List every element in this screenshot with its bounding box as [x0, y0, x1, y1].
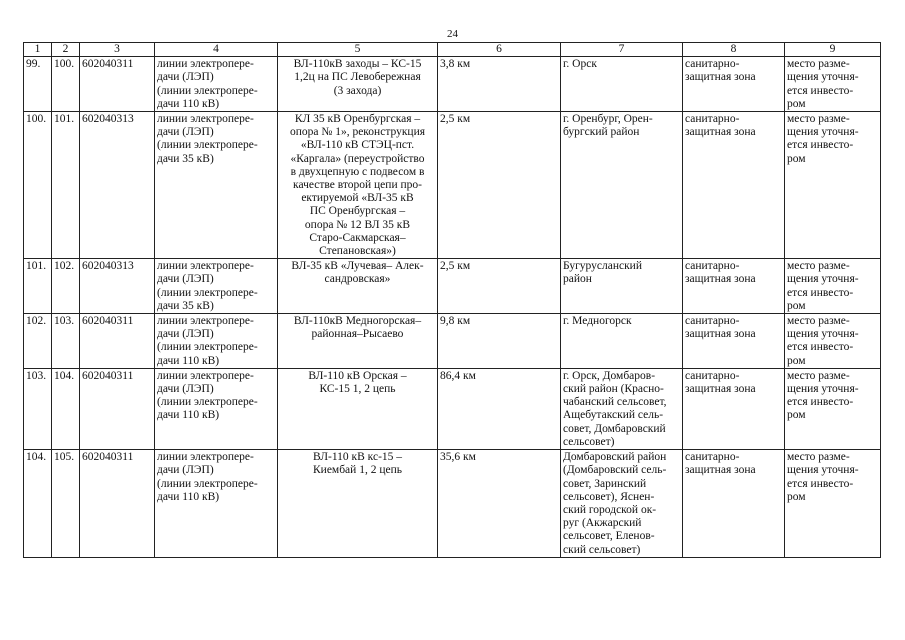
object-name-cell: ВЛ-110 кВ кс-15 – Киембай 1, 2 цепь	[278, 450, 438, 558]
column-header: 2	[52, 43, 80, 57]
object-code-cell: 602040311	[80, 314, 155, 369]
zone-type-cell: санитарно- защитная зона	[683, 314, 785, 369]
zone-type-cell: санитарно- защитная зона	[683, 450, 785, 558]
zone-type-cell: санитарно- защитная зона	[683, 368, 785, 449]
row-number-cell: 103.	[24, 368, 52, 449]
placement-note-cell: место разме- щения уточня- ется инвесто- ром	[785, 259, 881, 314]
object-type-cell: линии электропере- дачи (ЛЭП) (линии электропере- дачи 110 кВ)	[155, 368, 278, 449]
row-number-cell: 101.	[24, 259, 52, 314]
placement-note-cell: место разме- щения уточня- ется инвесто- ром	[785, 314, 881, 369]
location-cell: г. Оренбург, Орен- бургский район	[561, 112, 683, 259]
location-cell: Домбаровский район (Домбаровский сель- совет, Заринский сельсовет), Яснен- ский городской ок- руг (Акжарский сельсовет, Еленов- ский сельсовет)	[561, 450, 683, 558]
placement-note-cell: место разме- щения уточня- ется инвесто- ром	[785, 450, 881, 558]
location-cell: г. Орск, Домбаров- ский район (Красно- чабанский сельсовет, Ащебутакский сель- совет, Домбаровский сельсовет)	[561, 368, 683, 449]
column-header: 6	[438, 43, 561, 57]
header-row	[24, 43, 881, 57]
entry-number-cell: 102.	[52, 259, 80, 314]
column-header: 7	[561, 43, 683, 57]
row-number-cell: 100.	[24, 112, 52, 259]
table-row	[24, 259, 881, 314]
object-type-cell: линии электропере- дачи (ЛЭП) (линии электропере- дачи 110 кВ)	[155, 450, 278, 558]
object-code-cell: 602040313	[80, 112, 155, 259]
object-name-cell: ВЛ-110 кВ Орская – КС-15 1, 2 цепь	[278, 368, 438, 449]
table-row	[24, 450, 881, 558]
page-number: 24	[447, 28, 458, 40]
table-row	[24, 314, 881, 369]
location-cell: г. Орск	[561, 57, 683, 112]
location-cell: г. Медногорск	[561, 314, 683, 369]
placement-note-cell: место разме- щения уточня- ется инвесто- ром	[785, 57, 881, 112]
object-name-cell: КЛ 35 кВ Оренбургская – опора № 1», реконструкция «ВЛ-110 кВ СТЭЦ-пст. «Каргала» (переустройство в двухцепную с подвесом в качестве второй цепи про- ектируемой «ВЛ-35 кВ ПС Оренбургская – опора № 12 ВЛ 35 кВ Старо-Сакмарская– Степановская»)	[278, 112, 438, 259]
object-type-cell: линии электропере- дачи (ЛЭП) (линии электропере- дачи 35 кВ)	[155, 259, 278, 314]
column-header: 1	[24, 43, 52, 57]
table-row	[24, 112, 881, 259]
entry-number-cell: 105.	[52, 450, 80, 558]
object-name-cell: ВЛ-110кВ заходы – КС-15 1,2ц на ПС Левобережная (3 захода)	[278, 57, 438, 112]
column-header: 4	[155, 43, 278, 57]
length-value-cell: 9,8 км	[438, 314, 561, 369]
zone-type-cell: санитарно- защитная зона	[683, 259, 785, 314]
placement-note-cell: место разме- щения уточня- ется инвесто- ром	[785, 112, 881, 259]
table-row	[24, 57, 881, 112]
column-header: 8	[683, 43, 785, 57]
zone-type-cell: санитарно- защитная зона	[683, 112, 785, 259]
object-type-cell: линии электропере- дачи (ЛЭП) (линии электропере- дачи 110 кВ)	[155, 314, 278, 369]
object-name-cell: ВЛ-110кВ Медногорская– районная–Рысаево	[278, 314, 438, 369]
entry-number-cell: 103.	[52, 314, 80, 369]
table-row	[24, 368, 881, 449]
length-value-cell: 2,5 км	[438, 259, 561, 314]
object-code-cell: 602040313	[80, 259, 155, 314]
location-cell: Бугурусланский район	[561, 259, 683, 314]
zone-type-cell: санитарно- защитная зона	[683, 57, 785, 112]
column-header: 5	[278, 43, 438, 57]
entry-number-cell: 101.	[52, 112, 80, 259]
row-number-cell: 102.	[24, 314, 52, 369]
placement-note-cell: место разме- щения уточня- ется инвесто- ром	[785, 368, 881, 449]
object-code-cell: 602040311	[80, 57, 155, 112]
object-code-cell: 602040311	[80, 450, 155, 558]
object-type-cell: линии электропере- дачи (ЛЭП) (линии электропере- дачи 35 кВ)	[155, 112, 278, 259]
entry-number-cell: 104.	[52, 368, 80, 449]
row-number-cell: 99.	[24, 57, 52, 112]
row-number-cell: 104.	[24, 450, 52, 558]
length-value-cell: 86,4 км	[438, 368, 561, 449]
column-header: 9	[785, 43, 881, 57]
entry-number-cell: 100.	[52, 57, 80, 112]
length-value-cell: 35,6 км	[438, 450, 561, 558]
object-name-cell: ВЛ-35 кВ «Лучевая– Алек- сандровская»	[278, 259, 438, 314]
length-value-cell: 3,8 км	[438, 57, 561, 112]
object-type-cell: линии электропере- дачи (ЛЭП) (линии электропере- дачи 110 кВ)	[155, 57, 278, 112]
length-value-cell: 2,5 км	[438, 112, 561, 259]
column-header: 3	[80, 43, 155, 57]
document-table	[23, 42, 881, 558]
object-code-cell: 602040311	[80, 368, 155, 449]
